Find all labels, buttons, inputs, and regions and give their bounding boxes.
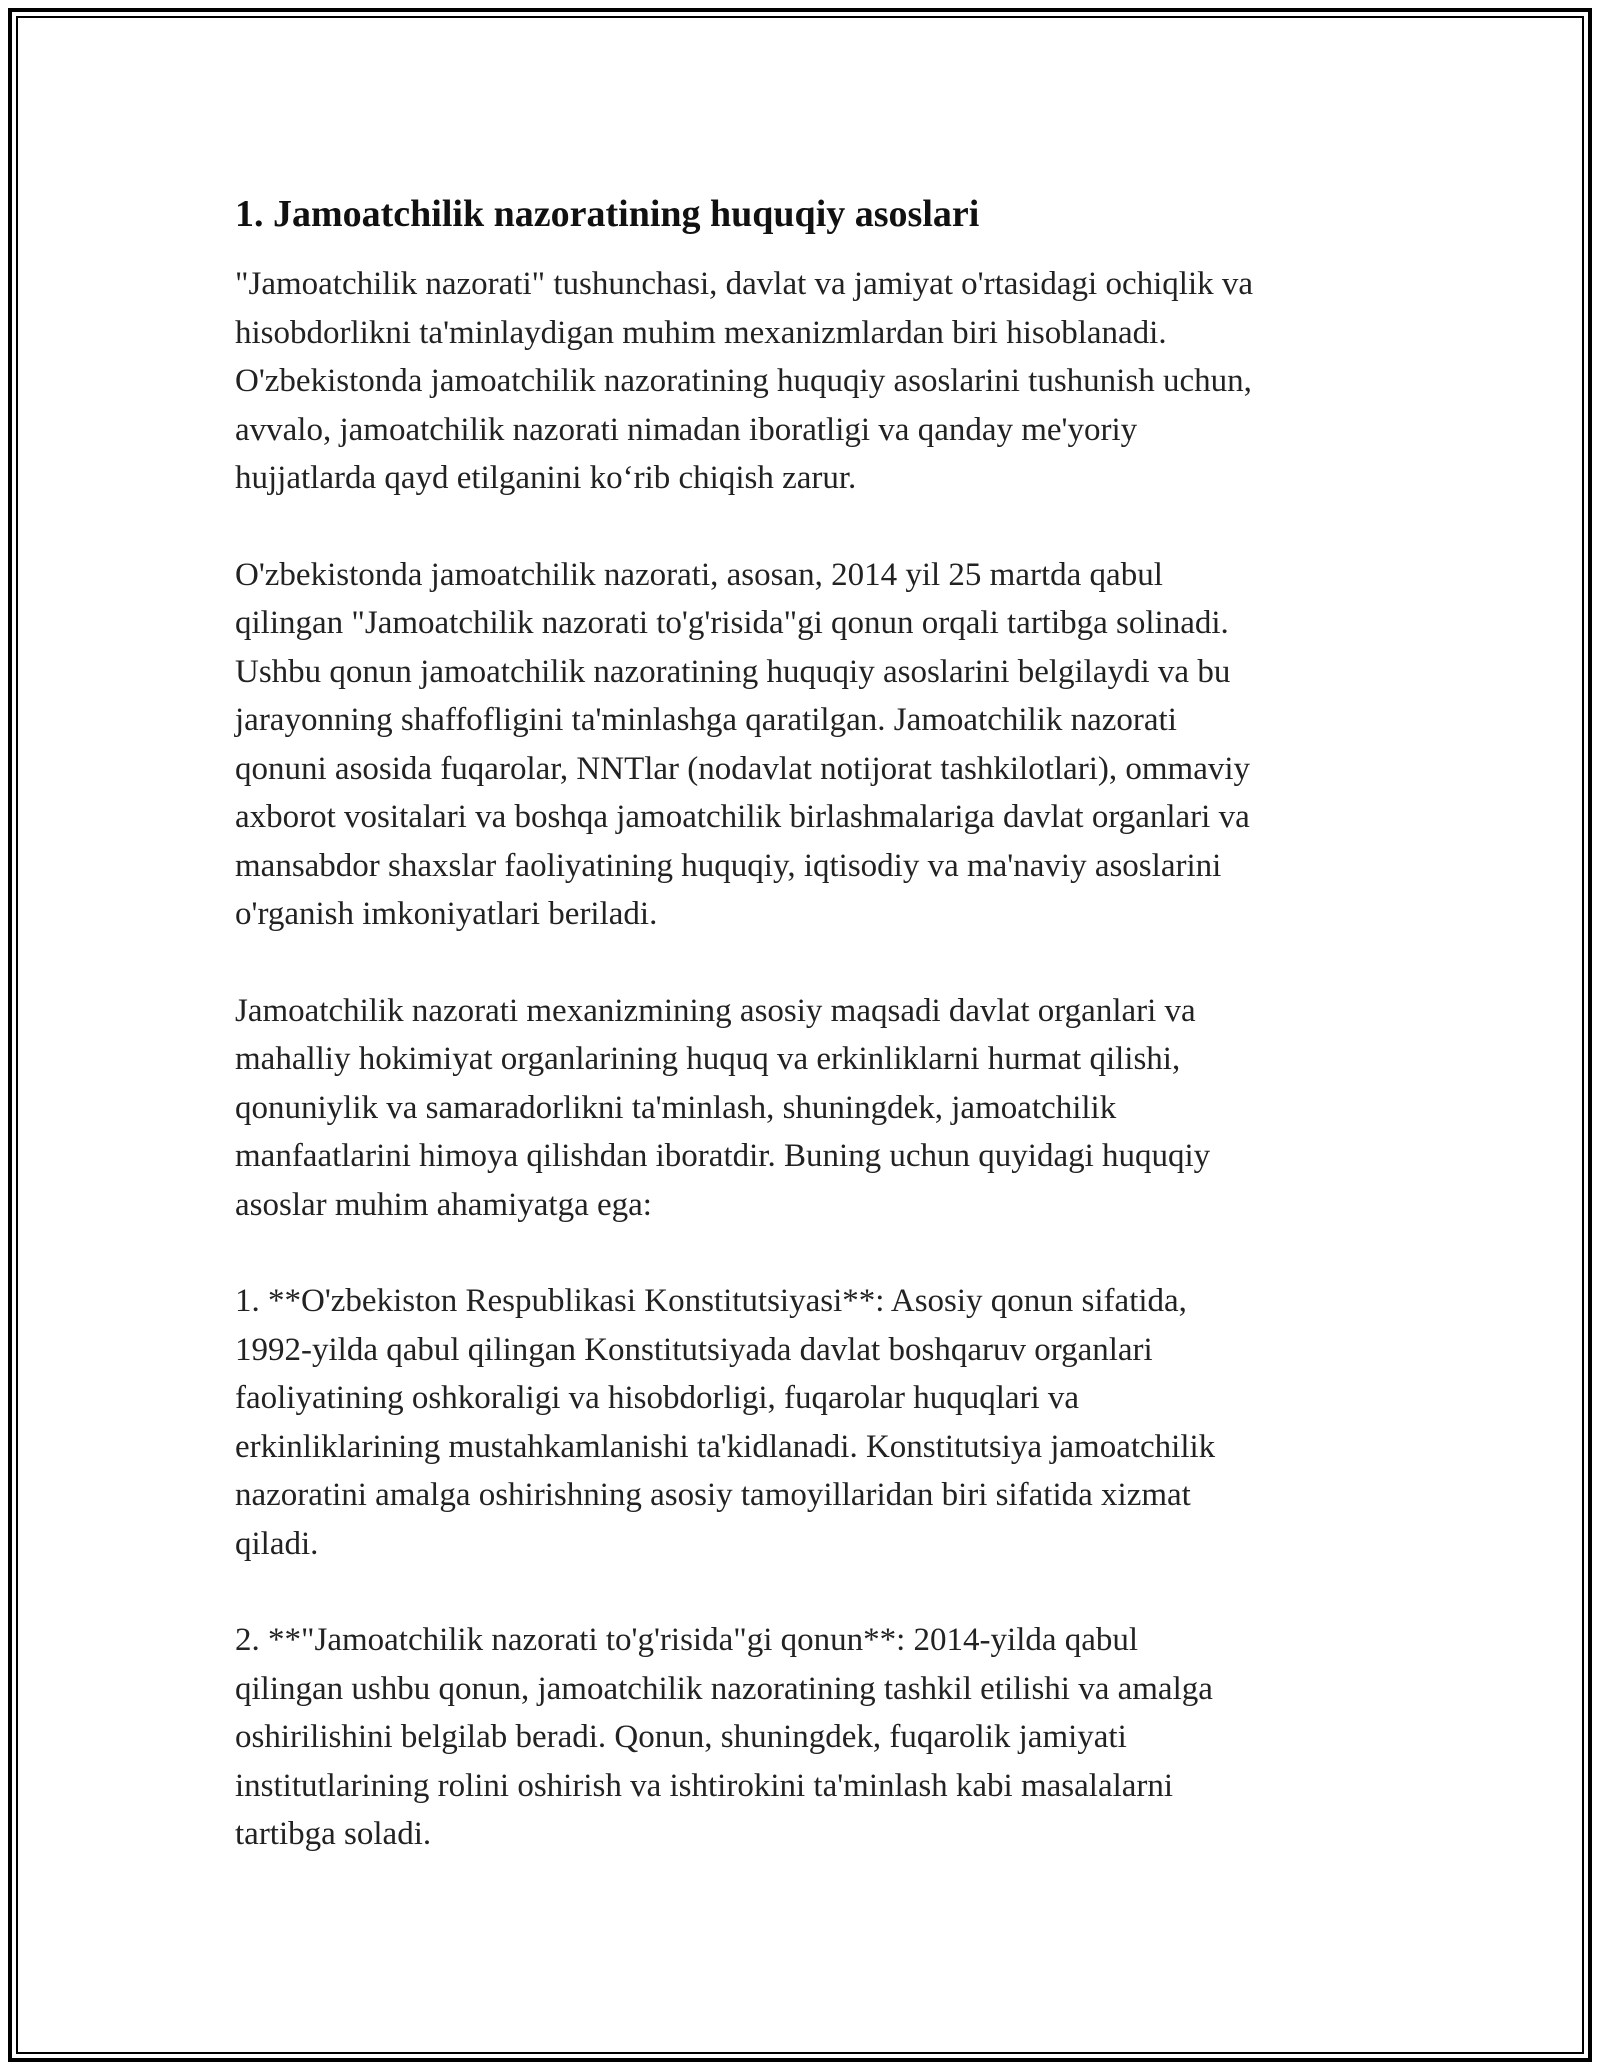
document-body (235, 188, 1395, 1907)
list-item-public-control-law: 2. **"Jamoatchilik nazorati to'g'risida"gi qonun**: 2014-yilda qabul qilingan ushbu qonun, jamoatchilik nazoratining tashkil etilishi va amalga oshirilishini belgilab beradi. Qonun, shuningdek, fuqarolik jamiyati institutlarining rolini oshirish va ishtirokini ta'minlash kabi masalalarni tartibga soladi. (235, 1622, 1213, 1852)
section-heading: 1. Jamoatchilik nazoratining huquqiy asoslari (235, 193, 980, 235)
paragraph-law-2014: O'zbekistonda jamoatchilik nazorati, asosan, 2014 yil 25 martda qabul qilingan "Jamoatchilik nazorati to'g'risida"gi qonun orqali tartibga solinadi. Ushbu qonun jamoatchilik nazoratining huquqiy asoslarini belgilaydi va bu jarayonning shaffofligini ta'minlashga qaratilgan. Jamoatchilik nazorati qonuni asosida fuqarolar, NNTlar (nodavlat notijorat tashkilotlari), ommaviy axborot vositalari va boshqa jamoatchilik birlashmalariga davlat organlari va mansabdor shaxslar faoliyatining huquqiy, iqtisodiy va ma'naviy asoslarini o'rganish imkoniyatlari beriladi. (235, 556, 1251, 932)
paragraph-intro: "Jamoatchilik nazorati" tushunchasi, davlat va jamiyat o'rtasidagi ochiqlik va hisobdorlikni ta'minlaydigan muhim mexanizmlardan biri hisoblanadi. O'zbekistonda jamoatchilik nazoratining huquqiy asoslarini tushunish uchun, avvalo, jamoatchilik nazorati nimadan iboratligi va qanday me'yoriy hujjatlarda qayd etilganini koʻrib chiqish zarur. (235, 266, 1254, 496)
list-item-constitution: 1. **O'zbekiston Respublikasi Konstitutsiyasi**: Asosiy qonun sifatida, 1992-yilda qabul qilingan Konstitutsiyada davlat boshqaruv organlari faoliyatining oshkoraligi va hisobdorligi, fuqarolar huquqlari va erkinliklarining mustahkamlanishi ta'kidlanadi. Konstitutsiya jamoatchilik nazoratini amalga oshirishning asosiy tamoyillaridan biri sifatida xizmat qiladi. (235, 1283, 1216, 1562)
paragraph-purpose: Jamoatchilik nazorati mexanizmining asosiy maqsadi davlat organlari va mahalliy hokimiyat organlarining huquq va erkinliklarni hurmat qilishi, qonuniylik va samaradorlikni ta'minlash, shuningdek, jamoatchilik manfaatlarini himoya qilishdan iboratdir. Buning uchun quyidagi huquqiy asoslar muhim ahamiyatga ega: (235, 992, 1211, 1223)
